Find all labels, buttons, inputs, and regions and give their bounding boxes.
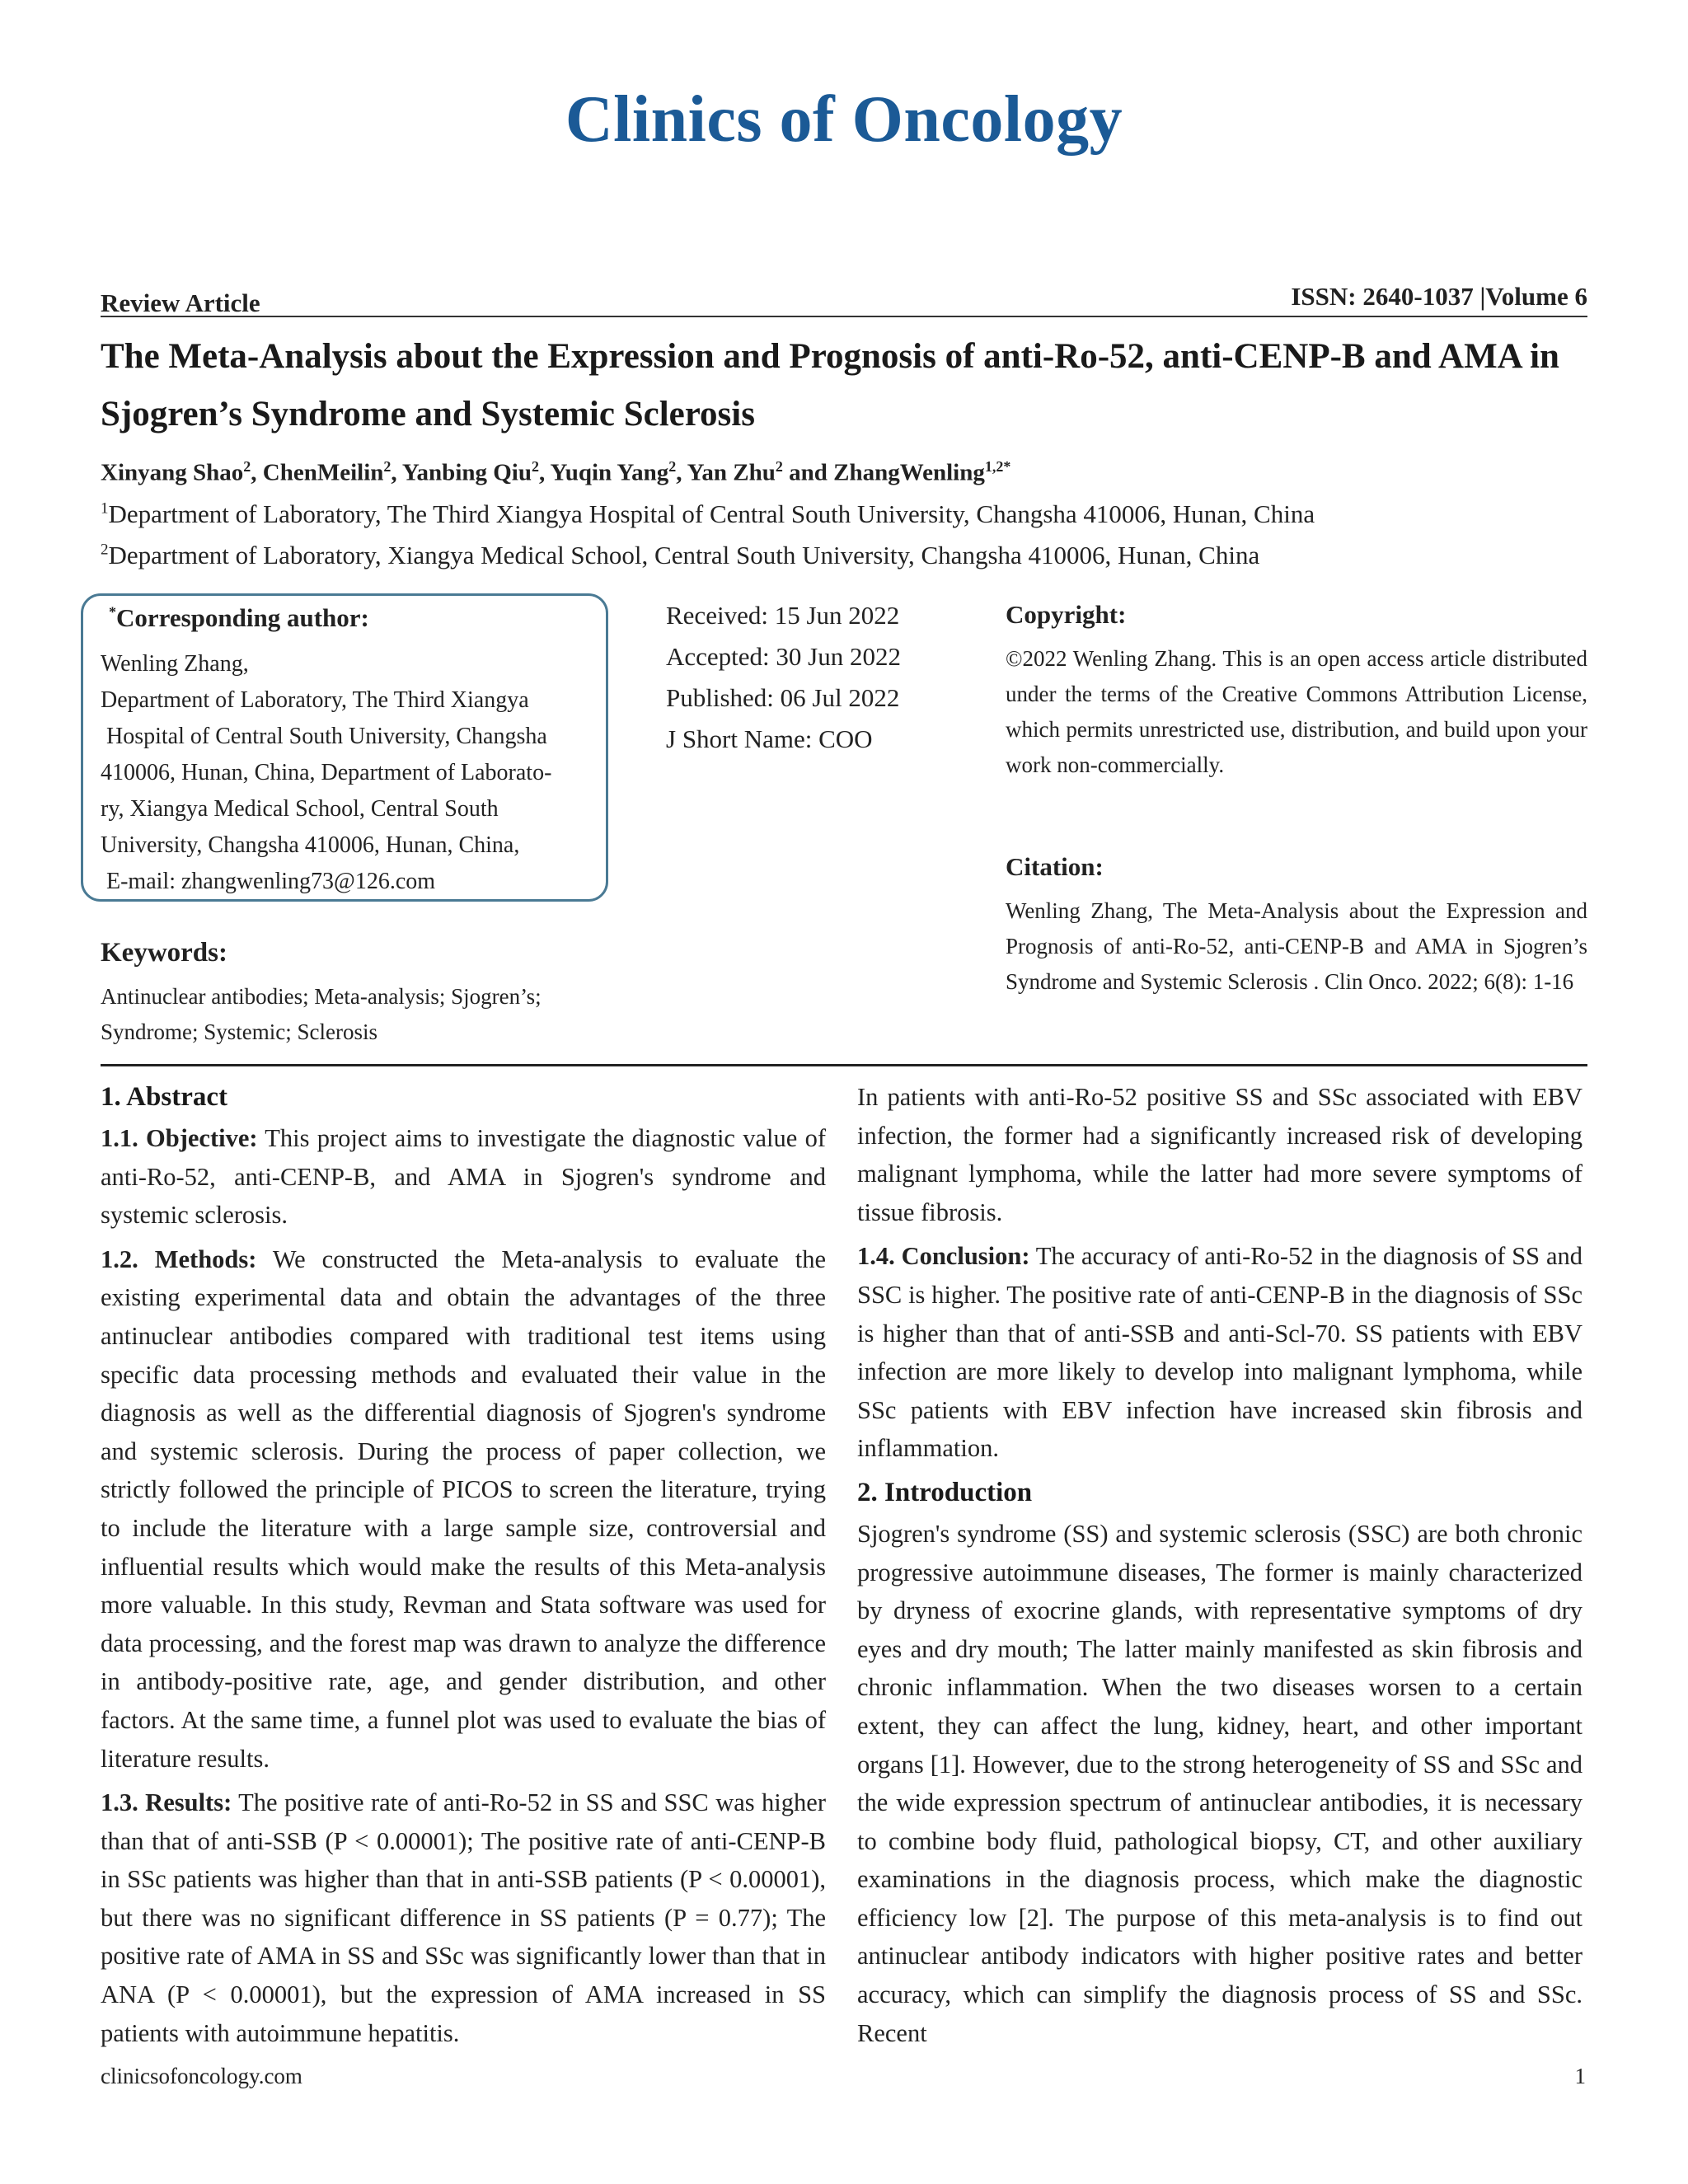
publication-dates (666, 595, 901, 760)
objective-text: This project aims to investigate the diagnostic value of anti-Ro-52, anti-CENP-B, and AMA in Sjogren's syndrome and systemic sclerosis. (101, 1124, 826, 1230)
author-list (101, 458, 1010, 487)
page-number: 1 (1574, 2064, 1586, 2088)
author-name: Yuqin Yang (550, 459, 669, 486)
abstract-results (101, 1783, 826, 2052)
journal-title: Clinics of Oncology (565, 83, 1123, 156)
section-divider (101, 1064, 1587, 1066)
corresponding-line: Wenling Zhang, (101, 651, 249, 677)
author-affiliation-mark: 2 (532, 458, 539, 475)
author-separator: , (391, 459, 402, 486)
corresponding-email-line: E-mail: zhangwenling73@126.com (101, 869, 436, 894)
corresponding-title-text: Corresponding author: (116, 603, 369, 632)
author-name: ZhangWenling (833, 459, 985, 486)
introduction-text: Sjogren's syndrome (SS) and systemic sclerosis (SSC) are both chronic progressive autoimmune diseases, The former is mainly characterized by dryness of exocrine glands, with representative symptoms of dry eyes and dry mouth; The latter mainly manifested as skin fibrosis and chronic inflammation. When the two diseases worsen to a certain extent, they can affect the lung, kidney, heart, and other important organs [1]. However, due to the strong heterogeneity of SS and SSc and the wide expression spectrum of antinuclear antibodies, it is necessary to combine body fluid, pathological biopsy, CT, and other auxiliary examinations in the diagnosis process, which make the diagnostic efficiency low [2]. The purpose of this meta-analysis is to find out antinuclear antibody indicators with higher positive rates and better accuracy, which can simplify the diagnosis process of SS and SSc. Recent (857, 1519, 1582, 2047)
conclusion-label: 1.4. Conclusion: (857, 1242, 1030, 1271)
conclusion-text: The accuracy of anti-Ro-52 in the diagnosis of SS and SSC is higher. The positive rate of anti-CENP-B in the diagnosis of SSc is higher than that of anti-SSB and anti-Scl-70. SS patients with EBV infection are more likely to develop into malignant lymphoma, while SSc patients with EBV infection have increased skin fibrosis and inflammation. (857, 1242, 1582, 1463)
abstract-objective (101, 1119, 826, 1235)
keywords-text: Antinuclear antibodies; Meta-analysis; Sjogren’s; Syndrome; Systemic; Sclerosis (101, 984, 542, 1044)
article-title: The Meta-Analysis about the Expression and Prognosis of anti-Ro-52, anti-CENP-B and AMA in Sjogren’s Syndrome and Systemic Sclerosis (101, 337, 1559, 434)
author-separator: , (539, 459, 551, 486)
issn-volume: ISSN: 2640-1037 |Volume 6 (1291, 282, 1587, 311)
published-date: Published: 06 Jul 2022 (666, 683, 900, 712)
author-affiliation-mark: 2 (383, 458, 392, 475)
left-column (101, 1078, 826, 2058)
citation-title: Citation: (1006, 852, 1104, 881)
corresponding-author-title (109, 603, 369, 633)
accepted-date: Accepted: 30 Jun 2022 (666, 642, 901, 671)
author-separator: , (251, 459, 263, 486)
corresponding-line: Department of Laboratory, The Third Xiangya (101, 687, 529, 713)
abstract-methods (101, 1240, 826, 1778)
corresponding-star: * (109, 603, 116, 621)
affiliation-number: 2 (101, 541, 109, 559)
author-name: Yan Zhu (687, 459, 776, 486)
corresponding-author-details (101, 646, 602, 900)
corresponding-line: University, Changsha 410006, Hunan, China, (101, 832, 520, 858)
author-name: Xinyang Shao (101, 459, 244, 486)
abstract-heading: 1. Abstract (101, 1082, 227, 1112)
citation-text: Wenling Zhang, The Meta-Analysis about the Expression and Prognosis of anti-Ro-52, anti-CENP-B and AMA in Sjogren’s Syndrome and Systemic Sclerosis . Clin Onco. 2022; 6(8): 1-16 (1006, 898, 1587, 994)
right-column (857, 1078, 1582, 2058)
copyright-text: ©2022 Wenling Zhang. This is an open access article distributed under the terms of the Creative Commons Attribution License, which permits unrestricted use, distribution, and build upon your work non-commercially. (1006, 646, 1587, 777)
methods-text: We constructed the Meta-analysis to evaluate the existing experimental data and obtain the advantages of the three antinuclear antibodies compared with traditional test items using specific data processing methods and evaluated their value in the diagnosis as well as the differential diagnosis of Sjogren's syndrome and systemic sclerosis. During the process of paper collection, we strictly followed the principle of PICOS to screen the literature, trying to include the literature with a large sample size, controversial and influential results which would make the results of this Meta-analysis more valuable. In this study, Revman and Stata software was used for data processing, and the forest map was drawn to analyze the difference in antibody-positive rate, age, and gender distribution, and other factors. At the same time, a funnel plot was used to evaluate the bias of literature results. (101, 1244, 826, 1773)
author-name: Yanbing Qiu (401, 459, 532, 486)
introduction-heading: 2. Introduction (857, 1477, 1033, 1507)
author-separator: and (782, 459, 834, 486)
footer-website: clinicsofoncology.com (101, 2064, 302, 2088)
author-name: ChenMeilin (262, 459, 384, 486)
affiliation-text: Department of Laboratory, The Third Xiangya Hospital of Central South University, Changsha 410006, Hunan, China (108, 499, 1315, 528)
author-separator: , (676, 459, 687, 486)
results-text: The positive rate of anti-Ro-52 in SS and SSC was higher than that of anti-SSB (P < 0.00001); The positive rate of anti-CENP-B in SSc patients was higher than that in anti-SSB patients (P < 0.00001), but there was no significant difference in SS patients (P = 0.77); The positive rate of AMA in SS and SSc was significantly lower than that in ANA (P < 0.00001), but the expression of AMA increased in SS patients with autoimmune hepatitis. (101, 1788, 826, 2047)
abstract-conclusion (857, 1237, 1582, 1468)
article-type: Review Article (101, 288, 260, 317)
objective-label: 1.1. Objective: (101, 1124, 258, 1152)
author-affiliation-mark: 2 (775, 458, 783, 475)
corresponding-line: 410006, Hunan, China, Department of Laborato- (101, 760, 552, 785)
affiliation-1 (101, 499, 1315, 529)
affiliation-text: Department of Laboratory, Xiangya Medical School, Central South University, Changsha 410006, Hunan, China (108, 541, 1260, 569)
journal-short-name: J Short Name: COO (666, 724, 873, 753)
corresponding-line: ry, Xiangya Medical School, Central South (101, 796, 499, 822)
author-affiliation-mark: 1,2* (984, 458, 1011, 475)
header-divider (101, 316, 1587, 317)
author-affiliation-mark: 2 (243, 458, 251, 475)
affiliation-number: 1 (101, 499, 109, 518)
keywords-title: Keywords: (101, 938, 227, 968)
copyright-title: Copyright: (1006, 600, 1127, 629)
results-label: 1.3. Results: (101, 1788, 232, 1817)
author-affiliation-mark: 2 (668, 458, 677, 475)
abstract-results-continued: In patients with anti-Ro-52 positive SS and SSc associated with EBV infection, the former had a significantly increased risk of developing malignant lymphoma, while the latter had more severe symptoms of tissue fibrosis. (857, 1083, 1582, 1226)
methods-label: 1.2. Methods: (101, 1244, 257, 1273)
affiliation-2 (101, 541, 1259, 570)
received-date: Received: 15 Jun 2022 (666, 601, 900, 630)
corresponding-line: Hospital of Central South University, Changsha (101, 724, 547, 749)
